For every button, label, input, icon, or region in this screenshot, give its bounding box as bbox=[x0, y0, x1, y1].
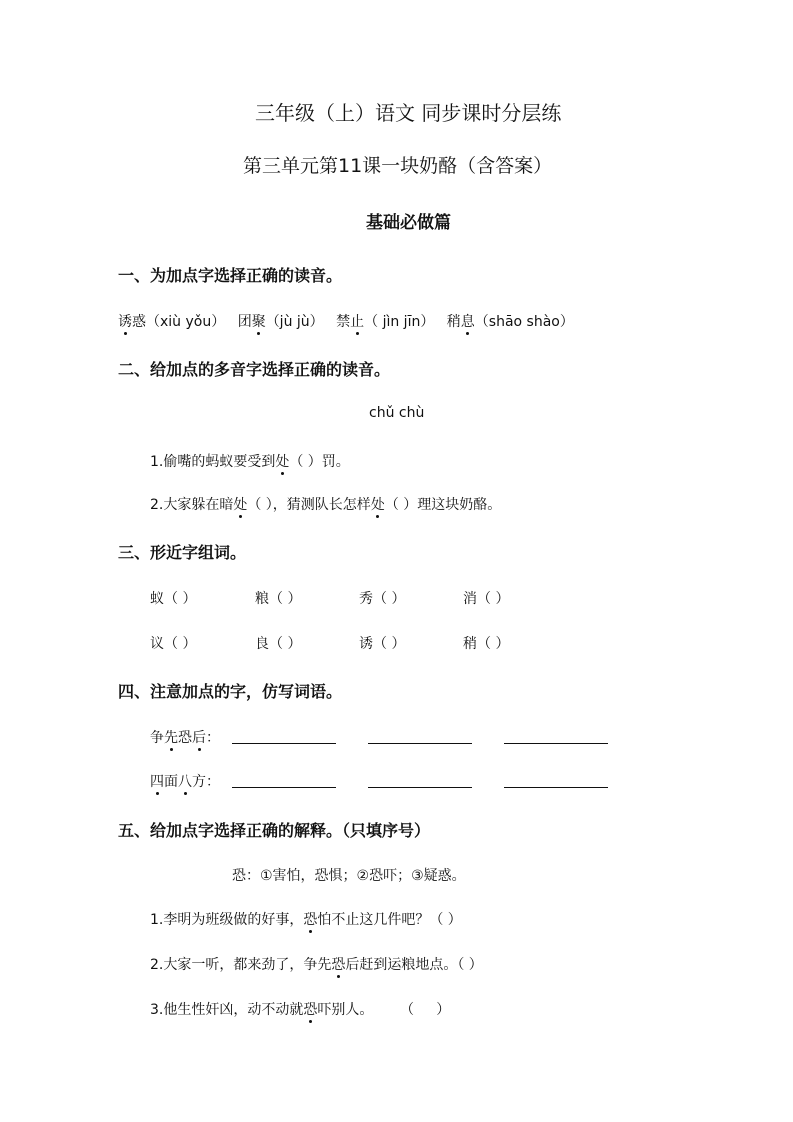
s3-row-2-item-2: 良（ ） bbox=[255, 636, 302, 652]
s2-question-1 bbox=[150, 451, 350, 471]
section-5-heading: 五、给加点字选择正确的解释。（只填序号） bbox=[118, 821, 431, 840]
s3-row-1-item-4: 消（ ） bbox=[463, 591, 510, 607]
text: 2.大家躲在暗 bbox=[150, 497, 234, 513]
s1-item-3 bbox=[336, 314, 434, 330]
page-title: 三年级（上）语文 同步课时分层练 bbox=[255, 101, 562, 125]
s3-row-1-item-3: 秀（ ） bbox=[359, 591, 406, 607]
plain-char: 方 bbox=[192, 774, 206, 790]
dotted-char: 先 bbox=[164, 727, 178, 747]
dotted-char: 处 bbox=[233, 494, 247, 514]
page-subtitle: 第三单元第11课一块奶酪（含答案） bbox=[243, 155, 553, 177]
definition-line: 恐：①害怕，恐惧；②恐吓；③疑惑。 bbox=[232, 868, 466, 884]
pinyin-choice: 惑（xiù yǒu） bbox=[132, 314, 226, 330]
s4-row-2-blank-3[interactable] bbox=[504, 787, 608, 788]
section-1-heading: 一、为加点字选择正确的读音。 bbox=[118, 266, 343, 285]
pinyin-choice: （shāo shào） bbox=[474, 314, 574, 330]
s4-row-1-blank-3[interactable] bbox=[504, 743, 608, 744]
text: （ ），猜测队长怎样 bbox=[247, 497, 371, 513]
dotted-char: 四 bbox=[150, 771, 164, 791]
s3-row-2-item-3: 诱（ ） bbox=[359, 636, 406, 652]
s4-row-2-blank-1[interactable] bbox=[232, 787, 336, 788]
s5-question-2 bbox=[150, 954, 483, 974]
dotted-char: 恐 bbox=[303, 909, 317, 929]
section-3-heading: 三、形近字组词。 bbox=[118, 543, 247, 562]
colon: ： bbox=[206, 774, 220, 790]
s4-row-2-label bbox=[150, 771, 220, 791]
s5-question-3 bbox=[150, 999, 450, 1019]
s1-item-4 bbox=[447, 314, 574, 330]
section-1-items bbox=[118, 311, 574, 331]
dotted-char: 恐 bbox=[303, 999, 317, 1019]
s4-row-1-blank-2[interactable] bbox=[368, 743, 472, 744]
dotted-char: 后 bbox=[192, 727, 206, 747]
colon: ： bbox=[206, 730, 220, 746]
s2-question-2 bbox=[150, 494, 501, 514]
text: （ ）罚。 bbox=[289, 454, 350, 470]
plain-char: 争 bbox=[150, 730, 164, 746]
dotted-char: 止 bbox=[350, 311, 364, 331]
dotted-char: 聚 bbox=[252, 311, 266, 331]
s4-row-1-label bbox=[150, 727, 220, 747]
section-4-heading: 四、注意加点的字，仿写词语。 bbox=[118, 682, 343, 701]
dotted-char: 处 bbox=[371, 494, 385, 514]
s5-question-1 bbox=[150, 909, 462, 929]
text: （ ）理这块奶酪。 bbox=[384, 497, 502, 513]
dotted-char: 处 bbox=[275, 451, 289, 471]
plain-char: 面 bbox=[164, 774, 178, 790]
s3-row-2-item-4: 稍（ ） bbox=[463, 636, 510, 652]
text: 后赶到运粮地点。（ ） bbox=[345, 957, 483, 973]
plain-char: 稍 bbox=[446, 314, 461, 330]
s3-row-1-item-1: 蚁（ ） bbox=[150, 591, 197, 607]
text: 2.大家一听，都来劲了，争先 bbox=[150, 957, 332, 973]
s1-item-2 bbox=[238, 314, 324, 330]
level-heading: 基础必做篇 bbox=[366, 213, 451, 233]
dotted-char: 息 bbox=[461, 311, 475, 331]
pinyin-options: chǔ chù bbox=[369, 405, 425, 421]
dotted-char: 恐 bbox=[331, 954, 345, 974]
text: 1.偷嘴的蚂蚁要受到 bbox=[150, 454, 276, 470]
section-2-heading: 二、给加点的多音字选择正确的读音。 bbox=[118, 360, 391, 379]
text: 吓别人。 （ ） bbox=[317, 1002, 451, 1018]
text: 1.李明为班级做的好事， bbox=[150, 912, 304, 928]
text: 怕不止这几件吧？（ ） bbox=[317, 912, 462, 928]
pinyin-choice: （ jìn jīn） bbox=[364, 314, 435, 330]
pinyin-choice: （jù jù） bbox=[265, 314, 324, 330]
s4-row-1-blank-1[interactable] bbox=[232, 743, 336, 744]
plain-char: 团 bbox=[237, 314, 252, 330]
dotted-char: 诱 bbox=[118, 311, 132, 331]
text: 3.他生性奸凶，动不动就 bbox=[150, 1002, 304, 1018]
s3-row-2-item-1: 议（ ） bbox=[150, 636, 197, 652]
s4-row-2-blank-2[interactable] bbox=[368, 787, 472, 788]
dotted-char: 八 bbox=[178, 771, 192, 791]
plain-char: 恐 bbox=[178, 730, 192, 746]
s1-item-1 bbox=[118, 314, 225, 330]
plain-char: 禁 bbox=[336, 314, 351, 330]
s3-row-1-item-2: 粮（ ） bbox=[255, 591, 302, 607]
